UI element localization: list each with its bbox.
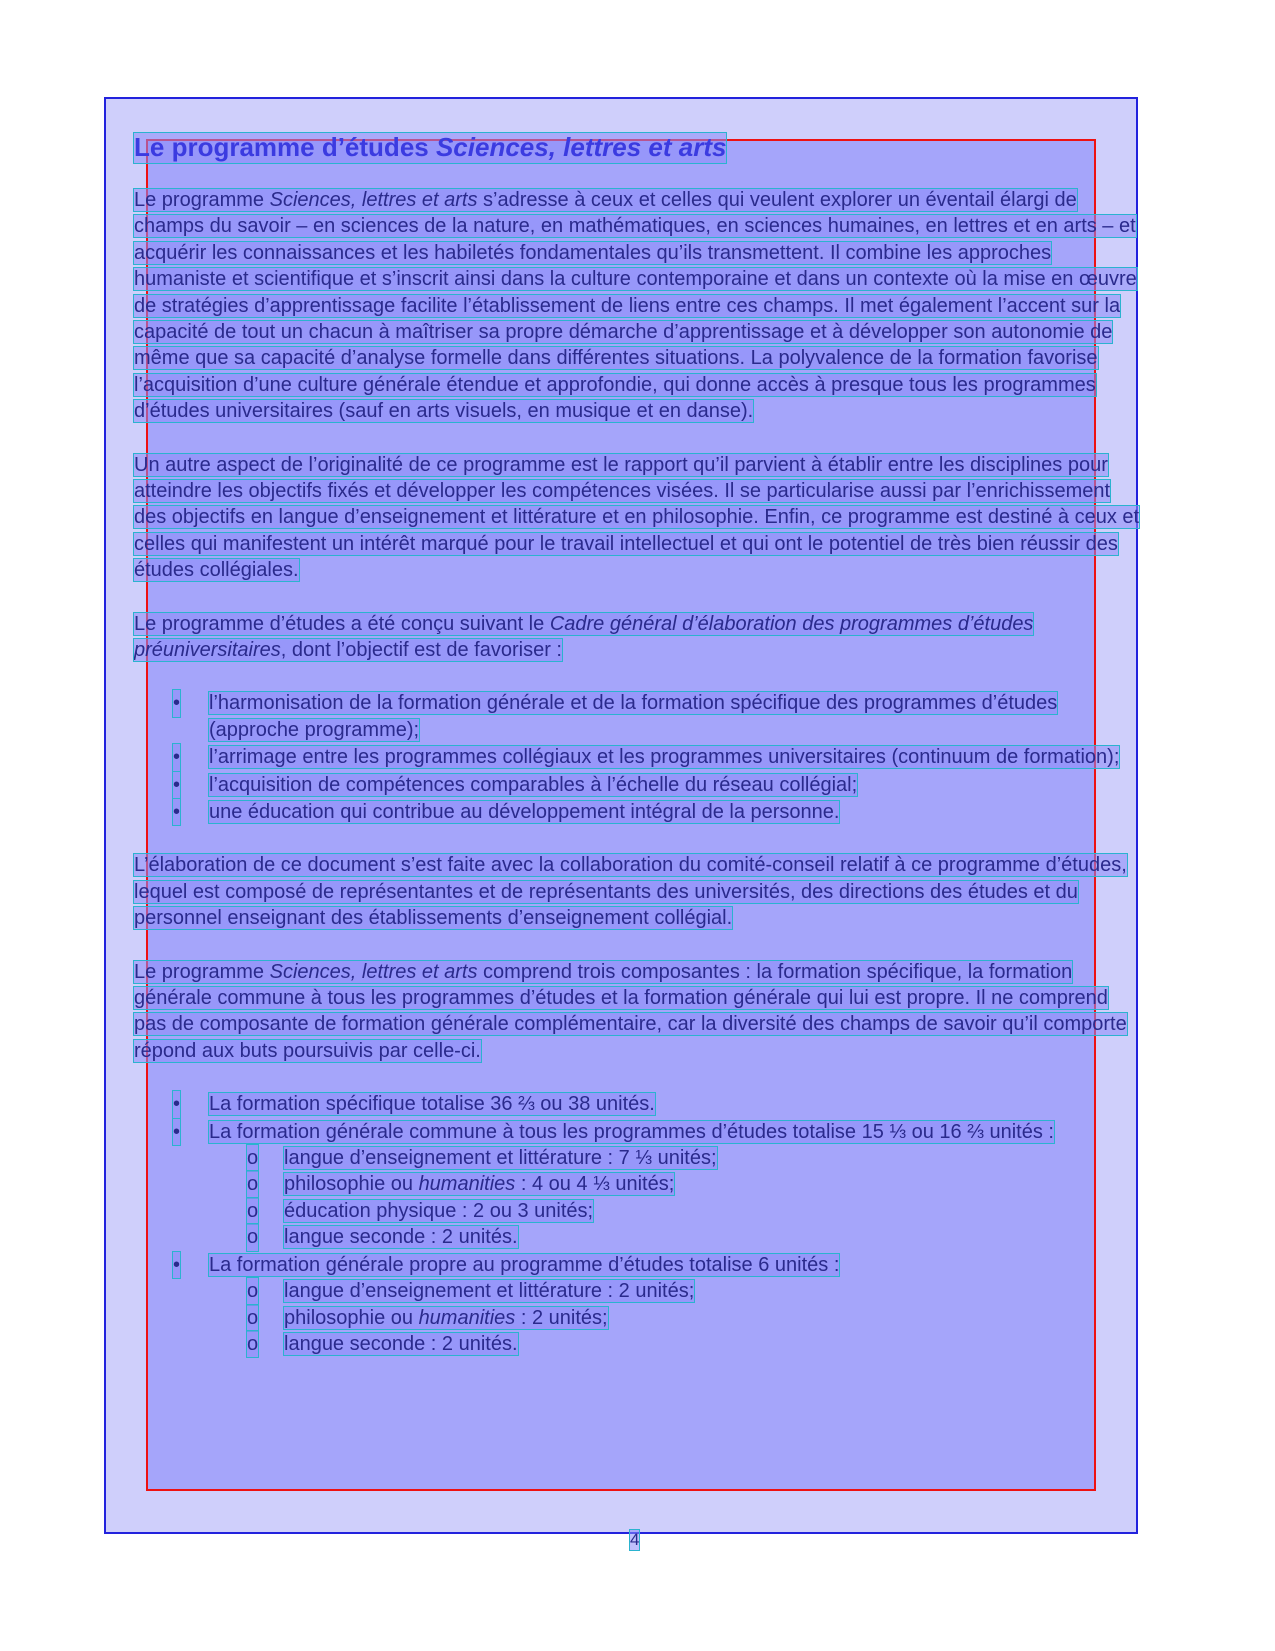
- common-sublist: [209, 1145, 1144, 1251]
- bullet-icon: •: [173, 1119, 180, 1145]
- circle-bullet-icon: o: [247, 1145, 258, 1171]
- list-item: • l’acquisition de compétences comparables à l’échelle du réseau collégial;: [134, 772, 1144, 798]
- list-item: • l’harmonisation de la formation générale et de la formation spécifique des programmes d’études (approche programme);: [173, 692, 1058, 741]
- sublist-item: o langue seconde : 2 unités.: [209, 1331, 1144, 1357]
- circle-bullet-icon: o: [247, 1171, 258, 1197]
- own-sublist: [209, 1278, 1144, 1357]
- bullet-icon: •: [173, 1252, 180, 1278]
- page-title: [134, 133, 726, 163]
- sublist-item: o philosophie ou humanities : 2 unités;: [209, 1305, 1144, 1331]
- objectives-list: [134, 690, 1144, 825]
- sublist-item: o éducation physique : 2 ou 3 unités;: [209, 1198, 1144, 1224]
- title-italic-text: Sciences, lettres et arts: [435, 132, 727, 162]
- committee-paragraph: L’élaboration de ce document s’est faite avec la collaboration du comité-conseil relatif à ce programme d’études, lequel est composé de représentantes et de représentants des universités, des directions des études et du personnel enseignant des établissements d’enseignement collégial.: [134, 854, 1127, 930]
- originality-paragraph: Un autre aspect de l’originalité de ce programme est le rapport qu’il parvient à établir entre les disciplines pour atteindre les objectifs fixés et développer les compétences visées. Il se particularise aussi par l’enrichissement des objectifs en langue d’enseignement et littérature et en philosophie. Enfin, ce programme est destiné à ceux et celles qui manifestent un intérêt marqué pour le travail intellectuel et qui ont le potentiel de très bien réussir des études collégiales.: [134, 453, 1140, 582]
- intro-paragraph: Le programme Sciences, lettres et arts s’adresse à ceux et celles qui veulent explorer un éventail élargi de champs du savoir – en sciences de la nature, en mathématiques, en sciences humaines, en lettres et en arts – et acquérir les connaissances et les habiletés fondamentales qu’ils transmettent. Il combine les approches humaniste et scientifique et s’inscrit ainsi dans la culture contemporaine et dans un contexte où la mise en œuvre de stratégies d’apprentissage facilite l’établissement de liens entre ces champs. Il met également l’accent sur la capacité de tout un chacun à maîtriser sa propre démarche d’apprentissage et à développer son autonomie de même que sa capacité d’analyse formelle dans différentes situations. La polyvalence de la formation favorise l’acquisition d’une culture générale étendue et approfondie, qui donne accès à presque tous les programmes d’études universitaires (sauf en arts visuels, en musique et en danse).: [134, 188, 1137, 423]
- bullet-icon: •: [173, 1091, 180, 1117]
- sublist-item: o philosophie ou humanities : 4 ou 4 ⅓ unités;: [209, 1171, 1144, 1197]
- sublist-item: o langue d’enseignement et littérature : 2 unités;: [209, 1278, 1144, 1304]
- document-content: [134, 133, 1144, 1384]
- bullet-icon: •: [173, 799, 180, 825]
- components-list: [134, 1091, 1144, 1357]
- page-number: 4: [630, 1530, 640, 1549]
- circle-bullet-icon: o: [247, 1331, 258, 1357]
- circle-bullet-icon: o: [247, 1305, 258, 1331]
- sublist-item: o langue seconde : 2 unités.: [209, 1224, 1144, 1250]
- list-item-own: • La formation générale propre au programme d’études totalise 6 unités : o langue d’enseignement et littérature : 2 unités; o philosophie ou humanities : 2 unités; o langue seconde : 2 unités.: [134, 1252, 1144, 1358]
- circle-bullet-icon: o: [247, 1278, 258, 1304]
- list-item-common: • La formation générale commune à tous les programmes d’études totalise 15 ⅓ ou 16 ⅔ unités : o langue d’enseignement et littérature : 7 ⅓ unités; o philosophie ou humanities : 4 ou 4 ⅓ unités; o éducation physique : 2 ou 3 unités; o langue seconde : 2 unités.: [134, 1119, 1144, 1251]
- circle-bullet-icon: o: [247, 1224, 258, 1250]
- list-item-specific: • La formation spécifique totalise 36 ⅔ ou 38 unités.: [134, 1091, 1144, 1117]
- bullet-icon: •: [173, 690, 180, 716]
- list-item: • l’arrimage entre les programmes collégiaux et les programmes universitaires (continuum de formation);: [134, 744, 1144, 770]
- framework-paragraph: Le programme d’études a été conçu suivant le Cadre général d’élaboration des programmes d’études préuniversitaires, dont l’objectif est de favoriser :: [134, 612, 1034, 661]
- components-paragraph: Le programme Sciences, lettres et arts comprend trois composantes : la formation spécifique, la formation générale commune à tous les programmes d’études et la formation générale qui lui est propre. Il ne comprend pas de composante de formation générale complémentaire, car la diversité des champs de savoir qu’il comporte répond aux buts poursuivis par celle-ci.: [134, 960, 1127, 1062]
- circle-bullet-icon: o: [247, 1198, 258, 1224]
- bullet-icon: •: [173, 744, 180, 770]
- bullet-icon: •: [173, 772, 180, 798]
- title-text: Le programme d’études: [134, 132, 436, 162]
- sublist-item: o langue d’enseignement et littérature : 7 ⅓ unités;: [209, 1145, 1144, 1171]
- list-item: • une éducation qui contribue au développement intégral de la personne.: [134, 799, 1144, 825]
